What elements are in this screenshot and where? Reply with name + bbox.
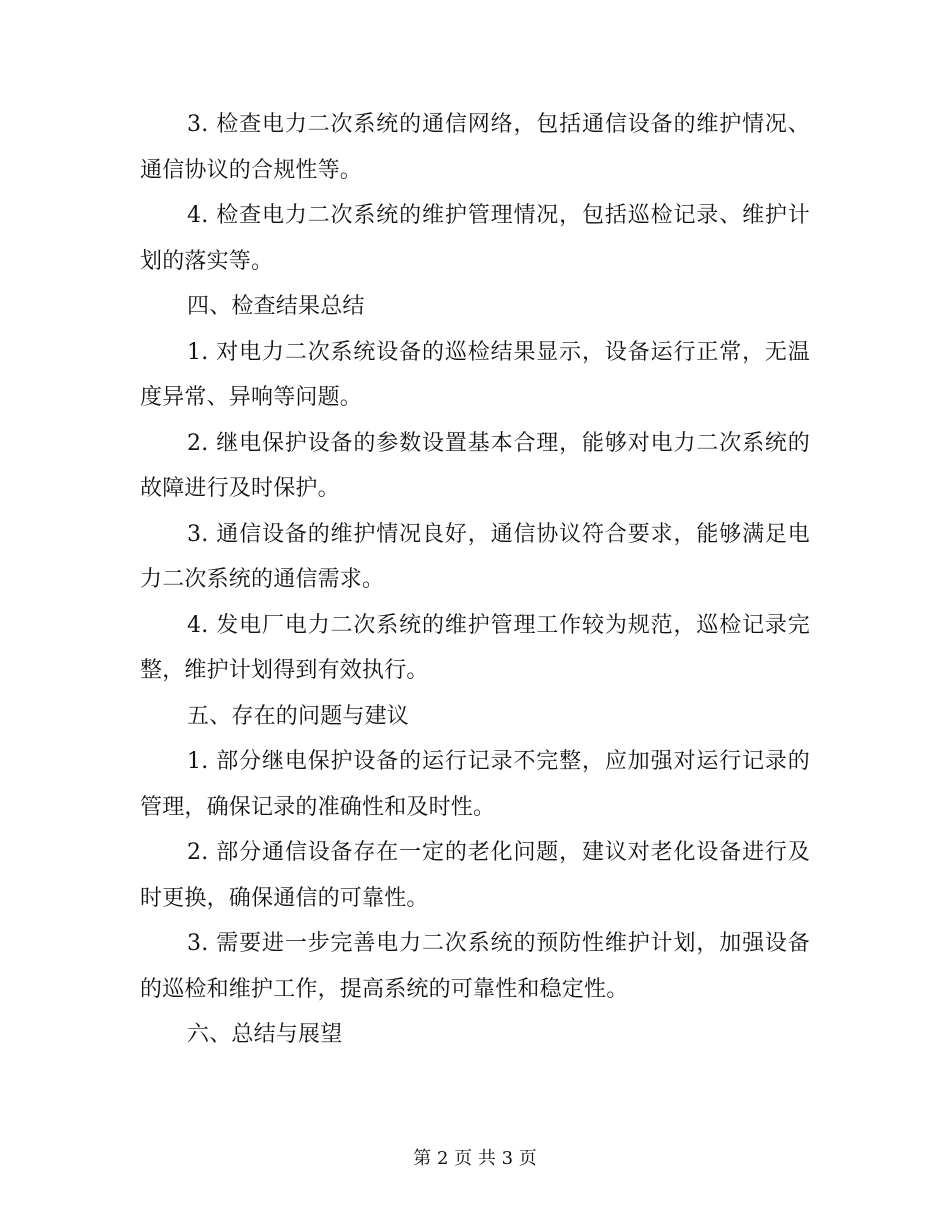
paragraph-result-1: 1. 对电力二次系统设备的巡检结果显示，设备运行正常，无温度异常、异响等问题。 (140, 339, 810, 410)
page-number-footer: 第 2 页 共 3 页 (413, 1148, 537, 1169)
section-heading-issues: 五、存在的问题与建议 (187, 703, 410, 729)
section-heading-results: 四、检查结果总结 (187, 294, 365, 319)
paragraph-issue-2: 2. 部分通信设备存在一定的老化问题，建议对老化设备进行及时更换，确保通信的可靠性。 (140, 840, 810, 911)
section-heading-summary: 六、总结与展望 (187, 1022, 343, 1047)
document-body (140, 102, 810, 1058)
paragraph-result-4: 4. 发电厂电力二次系统的维护管理工作较为规范，巡检记录完整，维护计划得到有效执行。 (140, 612, 810, 683)
paragraph-result-3: 3. 通信设备的维护情况良好，通信协议符合要求，能够满足电力二次系统的通信需求。 (140, 521, 810, 592)
paragraph-item-4-maintenance: 4. 检查电力二次系统的维护管理情况，包括巡检记录、维护计划的落实等。 (140, 203, 810, 274)
paragraph-issue-1: 1. 部分继电保护设备的运行记录不完整，应加强对运行记录的管理，确保记录的准确性和及时性。 (140, 749, 810, 820)
paragraph-result-2: 2. 继电保护设备的参数设置基本合理，能够对电力二次系统的故障进行及时保护。 (140, 430, 810, 501)
paragraph-item-3-communication: 3. 检查电力二次系统的通信网络，包括通信设备的维护情况、通信协议的合规性等。 (140, 112, 810, 183)
paragraph-issue-3: 3. 需要进一步完善电力二次系统的预防性维护计划，加强设备的巡检和维护工作，提高系统的可靠性和稳定性。 (140, 931, 810, 1002)
